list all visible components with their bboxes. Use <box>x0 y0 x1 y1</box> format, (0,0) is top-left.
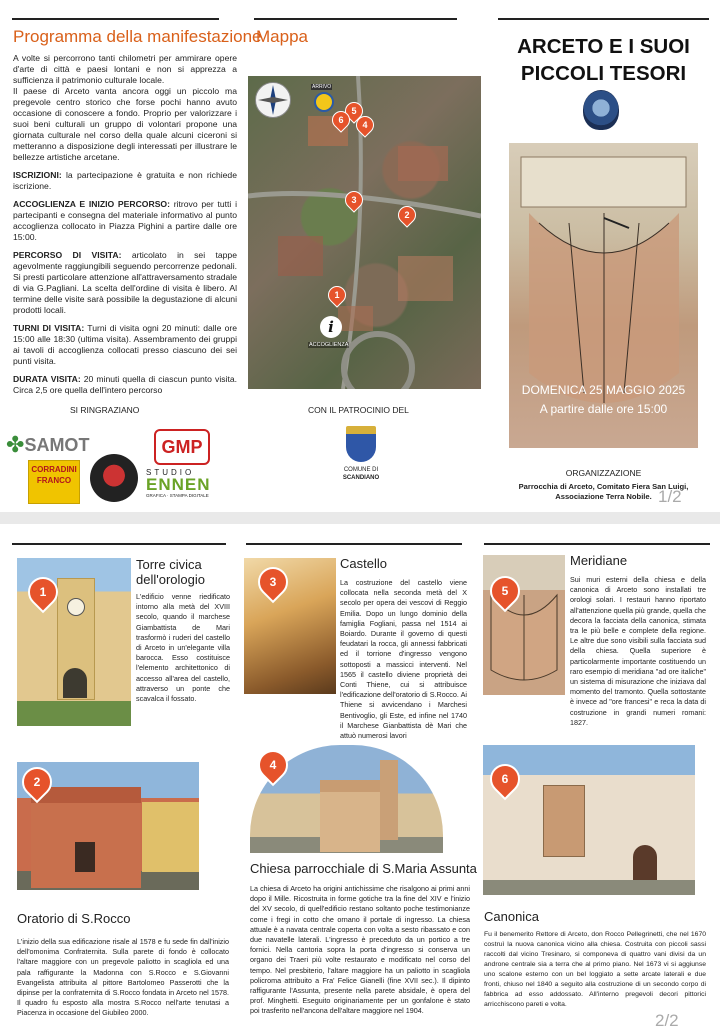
map-title: Mappa <box>256 27 308 46</box>
accoglienza-map-label: ACCOGLIENZA <box>309 342 349 348</box>
studio-text: STUDIO <box>146 468 195 477</box>
site5-meridian-drawing <box>483 555 565 695</box>
percorso-text: articolato in sei tappe agevolmente raggiungibili seguendo percorrenze pedonali. Si presti particolare attenzione all'attraversamento stradale di via G.Pagliani. La scelta dell'ordine di visita è libero. Al termine delle visite sarà possibile la degustazione di alcuni prodotti locali. <box>13 250 237 315</box>
arrivo-marker-icon <box>314 92 334 112</box>
iscrizioni-label: ISCRIZIONI: <box>13 170 62 180</box>
map-pin-6[interactable]: 6 <box>328 107 353 132</box>
iscrizioni-paragraph <box>13 170 237 192</box>
studio-ennen-logo <box>146 468 236 502</box>
org-line2: Associazione Terra Nobile. <box>555 492 652 501</box>
site3-text: La costruzione del castello viene collocata nella seconda metà del X secolo per opera dei vescovi di Reggio Emilia. Dopo un lungo dominio della famiglia Fogliani, passa nel 1514 ai Boiardo. Durante il governo di questi feudatari la rocca, gli annessi fabbricati ed il torrione d'ingresso vengono sottoposti a massicci interventi. Nel 1565 il castello diviene proprietà dei Conti Thiene, cui si attribuisce l'edificazione dell'oratorio di S.Rocco. Ai Thiene si avvicendano i Marchesi Bentivoglio, gli Este, ed infine nel 1740 il Marchese Gianbattista dè Mari che attuò numerosi lavori <box>340 578 467 741</box>
map-pin-4[interactable]: 4 <box>352 112 377 137</box>
cover-time: A partire dalle ore 15:00 <box>539 402 668 416</box>
oratorio-facade <box>31 787 141 888</box>
info-icon: i <box>320 316 342 338</box>
site5-pin: 5 <box>484 570 526 612</box>
corradini-logo <box>28 460 80 504</box>
corradini-line2: FRANCO <box>36 476 72 485</box>
program-title: Programma della manifestazione <box>13 27 262 46</box>
map-pin-2[interactable]: 2 <box>394 202 419 227</box>
map-pin-1[interactable]: 1 <box>324 282 349 307</box>
cover-title-line2: PICCOLI TESORI <box>520 62 687 85</box>
page-number-2: 2/2 <box>655 1011 679 1030</box>
site4-pin: 4 <box>252 744 294 786</box>
site2-title: Oratorio di S.Rocco <box>17 911 131 926</box>
top-rule-p2-col2 <box>246 543 462 545</box>
samot-logo <box>6 431 106 459</box>
turni-text: Turni di visita ogni 20 minuti: dalle ore 15:00 alle 18:30 (ultima visita). Assembramento dei gruppi ai tavoli di accoglienza collocati presso ciascuno dei sei punti visita. <box>13 323 237 366</box>
arrivo-label: ARRIVO <box>312 84 332 90</box>
gmp-logo: GMP <box>154 429 210 465</box>
round-logo-icon <box>90 454 138 502</box>
top-rule-col2 <box>254 18 457 20</box>
samot-logo-text: SAMOT <box>24 435 90 455</box>
turni-paragraph <box>13 323 237 367</box>
program-body <box>13 53 237 403</box>
site3-pin: 3 <box>252 561 294 603</box>
site5-text: Sui muri esterni della chiesa e della canonica di Arceto sono installati tre orologi solari. I restauri hanno riportato all'attenzione quella più grande, quella che decora la facciata della canonica, stimata tra le più belle e complete della regione. Le altre due sono visibili sulla facciata sud della chiesa. Quella superiore è particolarmente importante costituendo un raro esempio di meridiana "ad ore italiche" un sistema di misurazione che iniziava dal momento del tramonto. Quella sottostante è invece ad "ore francesi" e reca la data di costruzione in grandi numeri romani: 1827. <box>570 575 706 727</box>
clock-icon <box>67 598 85 616</box>
compass-icon <box>255 82 291 118</box>
parish-crest-icon <box>583 90 619 130</box>
cover-title-line1: ARCETO E I SUOI <box>517 35 690 58</box>
comune-line2: SCANDIANO <box>342 475 380 481</box>
site3-title: Castello <box>340 556 387 571</box>
percorso-label: PERCORSO DI VISITA: <box>13 250 122 260</box>
oratorio-door <box>75 842 95 872</box>
percorso-paragraph <box>13 250 237 316</box>
church-tower <box>380 760 398 840</box>
top-rule-col3 <box>498 18 709 20</box>
site4-title: Chiesa parrocchiale di S.Maria Assunta <box>250 861 477 876</box>
adjacent-building <box>142 802 199 872</box>
site1-pin: 1 <box>22 571 64 613</box>
page-divider <box>0 512 720 524</box>
top-rule-col1 <box>12 18 219 20</box>
ennen-text: ENNEN <box>146 475 211 494</box>
site6-text: Fu il benemerito Rettore di Arceto, don Rocco Pellegrinetti, che nel 1670 costruì la nuova canonica vicino alla chiesa. Costruita con piccoli sassi raccolti dal vicino Tresinaro, si componeva di quattro vani divisi da un androne centrale sia a terra che al primo piano. Nel 1673 vi si aggiunse uno scalone esterno con un bel loggiato a sette arcate laterali e due fronti, chiuso nel 1840 a seguito alla costruzione di un secondo corpo di fabbrica ad esso addossato. All'interno pregevoli decori pittorici arricchiscono pareti e volta. <box>484 931 706 1008</box>
durata-paragraph <box>13 374 237 396</box>
durata-label: DURATA VISITA: <box>13 374 81 384</box>
thanks-label: SI RINGRAZIANO <box>70 405 140 415</box>
turni-label: TURNI DI VISITA: <box>13 323 85 333</box>
map-image <box>248 76 481 389</box>
map-pin-3[interactable]: 3 <box>341 187 366 212</box>
site2-text: L'inizio della sua edificazione risale al 1578 e fu sede fin dall'inizio dell'omonima Confraternita. Sulla parete di fondo è collocato l'altare maggiore con un pregevole paliotto in scagliola ed una pala raffigurante la Madonna con S.Rocco e S.Giovanni Evangelista attribuita al pittore Bartolomeo Passerotti che la dipinse per la confraternita di S.Rocco fondata in Arceto nel 1578. Il quadro fu esposto alla mostra S.Rocco nell'arte tenutasi a Piacenza in occasione del Giubileo 2000. <box>17 937 229 1018</box>
meridian-photo <box>509 143 698 448</box>
accoglienza-label: ACCOGLIENZA E INIZIO PERCORSO: <box>13 199 170 209</box>
corradini-line1: CORRADINI <box>31 465 77 474</box>
intro-1: A volte si percorrono tanti chilometri per ammirare opere d'arte di città e paesi lontani e non si apprezza a sufficienza il patrimonio culturale locale. <box>13 53 237 85</box>
iscrizioni-text: la partecipazione è gratuita e non richiede iscrizione. <box>13 170 237 191</box>
site6-pin: 6 <box>484 758 526 800</box>
tower-arch <box>63 668 87 698</box>
org-line1: Parrocchia di Arceto, Comitato Fiera San Luigi, <box>518 482 689 491</box>
site1-title-line1: Torre civica <box>136 557 202 572</box>
church-facade <box>320 780 380 852</box>
page-number-1: 1/2 <box>658 487 682 506</box>
top-rule-p2-col3 <box>484 543 710 545</box>
comune-line1: COMUNE DI <box>343 467 379 473</box>
canonica-door <box>633 845 657 880</box>
intro-2: Il paese di Arceto vanta ancora oggi un piccolo ma pregevole centro storico che forse pochi hanno avuto occasione di conoscere a fondo. Proprio per valorizzare i suoi beni culturali un gruppo di volontari propone una giornata culturale nel corso della quale alcuni ciceroni si metteranno a disposizione degli interessati per illustrare le bellezze artistiche arcetane. <box>13 86 237 162</box>
clover-icon: ✤ <box>6 432 25 457</box>
accoglienza-text: ritrovo per tutti i partecipanti e consegna del materiale informativo al punto accoglienza collocato in Piazza Pighini a partire dalle ore 15:00. <box>13 199 237 242</box>
comune-crest-icon <box>346 426 376 462</box>
durata-text: 20 minuti quella di ciascun punto visita. Circa 2,5 ore quella dell'intero percorso <box>13 374 237 395</box>
org-label: ORGANIZZAZIONE <box>565 468 642 478</box>
comune-label <box>330 466 392 482</box>
map-pin-5[interactable]: 5 <box>341 98 366 123</box>
ennen-sub: GRAFICA · STAMPA DIGITALE <box>146 493 209 498</box>
site1-title <box>136 557 205 587</box>
site6-title: Canonica <box>484 909 539 924</box>
site5-title: Meridiane <box>570 553 628 568</box>
accoglienza-paragraph <box>13 199 237 243</box>
cover-date: DOMENICA 25 MAGGIO 2025 <box>521 383 686 397</box>
site5-photo <box>483 555 565 695</box>
intro-paragraph <box>13 53 237 163</box>
cover-title <box>498 33 709 87</box>
top-rule-p2-col1 <box>12 543 226 545</box>
patronage-label: CON IL PATROCINIO DEL <box>308 405 409 415</box>
site2-pin: 2 <box>16 761 58 803</box>
canonica-meridian <box>543 785 585 857</box>
site1-title-line2: dell'orologio <box>136 572 205 587</box>
site4-text: La chiesa di Arceto ha origini antichissime che risalgono ai primi anni dopo il Mille. Ricostruita in forme gotiche tra la fine del XIV e l'inizio del XV secolo, di quell'edificio restano soltanto poche testimonianze come i fregi in cotto che ornano il portale di ingresso. La chiesa attuale è a navata centrale coperta con volta a sesto ribassato e con due navatelle laterali. L'ingresso è preceduto da un portico a tre fornici. Nella cantoria sopra la porta d'ingresso si conserva un organo dei Traeri più volte restaurato e modificato nel corso del tempo. Nel presbiterio, l'altare maggiore ha un paliotto in scagliola policroma attribuito a Fra' Felice Gianelli (fine XVII sec.). Il dipinto raffigurante l'Assunta, presente nella parete absidale, è opera del prof. Minghetti. Eseguito originariamente per un gonfalone è stato poi trasferito nell'ancona dell'altare maggiore nel 1904. <box>250 884 470 1016</box>
site1-text: L'edificio venne riedificato intorno alla metà del XVIII secolo, quando il marchese Giambattista de Mari trasformò i ruderi del castello di Arceto in un'elegante villa barocca. Esso costituisce l'elemento architettonico di accesso all'area del castello, attraverso un ponte che scavalca il fossato. <box>136 592 230 704</box>
